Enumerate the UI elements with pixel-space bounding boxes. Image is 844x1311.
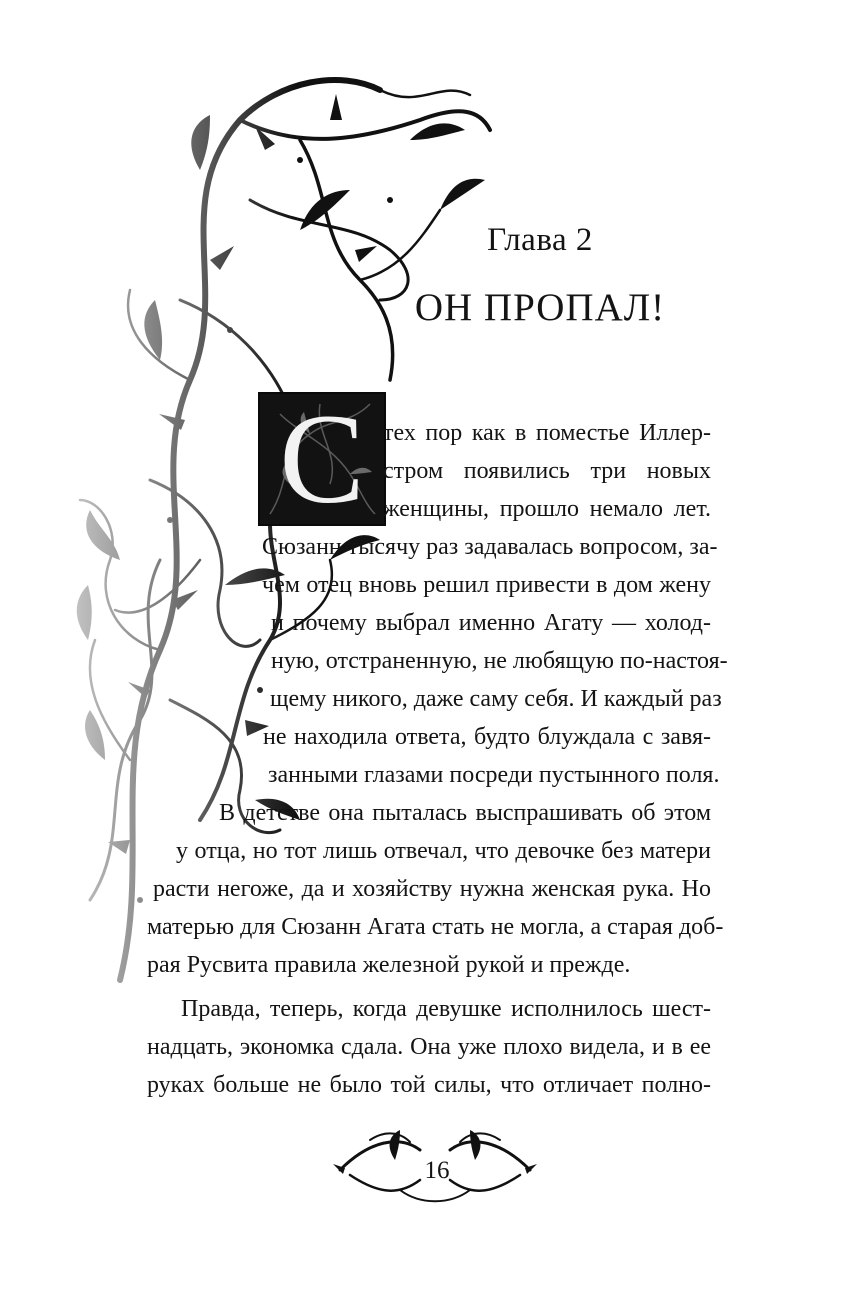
drop-cap-box	[258, 388, 386, 530]
body-line: ную, отстраненную, не любящую по-настоя-	[271, 648, 728, 674]
chapter-title: ОН ПРОПАЛ!	[414, 286, 666, 329]
page-number: 16	[424, 1157, 450, 1184]
body-line: у отца, но тот лишь отвечал, что девочке без матери	[176, 838, 711, 864]
body-line: матерью для Сюзанн Агата стать не могла, а старая доб-	[147, 914, 724, 940]
body-line: занными глазами посреди пустынного поля.	[268, 762, 720, 788]
body-line: Сюзанн тысячу раз задавалась вопросом, за-	[262, 534, 718, 560]
body-line: надцать, экономка сдала. Она уже плохо видела, и в ее	[147, 1034, 711, 1060]
body-line: расти негоже, да и хозяйству нужна женская рука. Но	[153, 876, 711, 902]
body-line: и почему выбрал именно Агату — холод-	[271, 610, 711, 636]
body-line: руках больше не было той силы, что отличает полно-	[147, 1072, 711, 1098]
chapter-label: Глава 2	[487, 222, 593, 258]
body-line: тех пор как в поместье Иллер-	[383, 420, 711, 446]
body-line: стром появились три новых	[383, 458, 711, 484]
body-line: женщины, прошло немало лет.	[383, 496, 711, 522]
body-line: Правда, теперь, когда девушке исполнилось шест-	[181, 996, 711, 1022]
body-line: В детстве она пыталась выспрашивать об этом	[219, 800, 711, 826]
body-line: щему никого, даже саму себя. И каждый раз	[270, 686, 722, 712]
body-line: чем отец вновь решил привести в дом жену	[262, 572, 711, 598]
body-line: рая Русвита правила железной рукой и прежде.	[147, 952, 631, 978]
body-line: не находила ответа, будто блуждала с завя-	[263, 724, 711, 750]
drop-cap-letter: С	[279, 388, 365, 530]
